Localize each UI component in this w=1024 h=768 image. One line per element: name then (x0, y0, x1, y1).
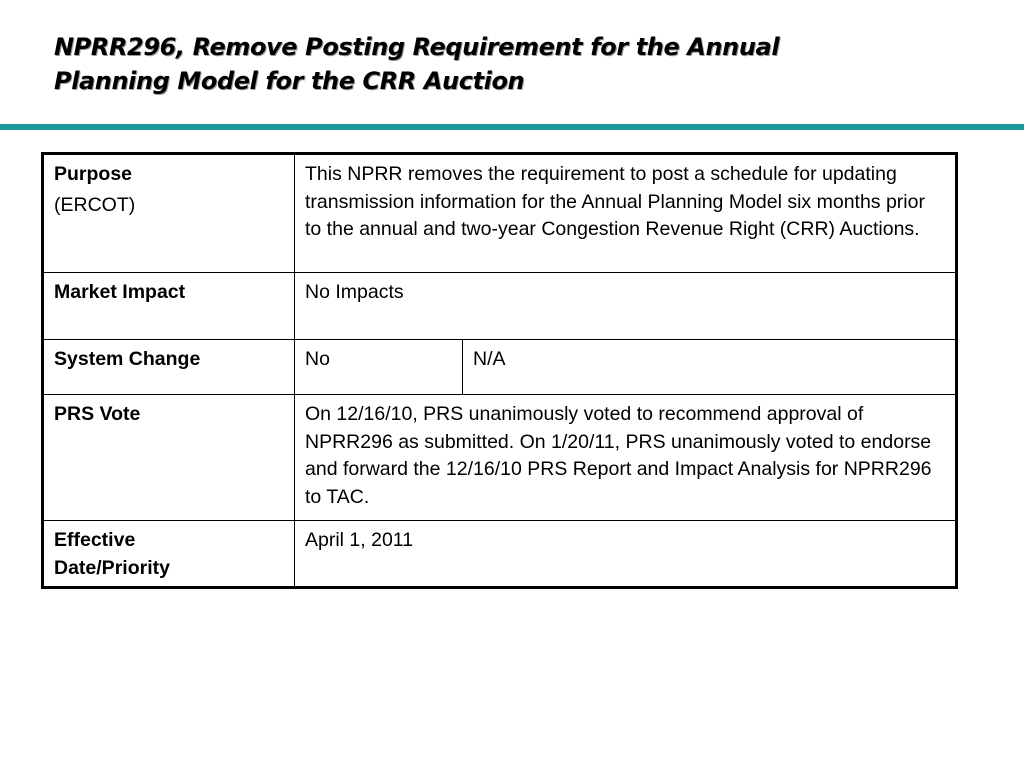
table-row-system-change (43, 340, 957, 395)
purpose-label: Purpose (54, 163, 133, 185)
prs-vote-label-cell (43, 395, 295, 521)
nprr-summary-table (41, 152, 958, 589)
effective-date-label-line-1: Effective (54, 529, 136, 551)
effective-date-label-cell (43, 521, 295, 588)
purpose-label-cell (43, 154, 295, 273)
market-impact-label-cell (43, 273, 295, 340)
system-change-detail: N/A (463, 340, 957, 395)
slide-title (54, 30, 974, 98)
slide-title-line-2: Planning Model for the CRR Auction (54, 67, 525, 95)
purpose-value: This NPRR removes the requirement to post a schedule for updating transmission information for the Annual Planning Model six months prior to the annual and two-year Congestion Revenue Right (CRR) Auctions. (295, 154, 957, 273)
effective-date-label-line-2: Date/Priority (54, 556, 170, 579)
market-impact-value: No Impacts (295, 273, 957, 340)
table-row-effective-date (43, 521, 957, 588)
system-change-label-cell (43, 340, 295, 395)
table-row-prs-vote (43, 395, 957, 521)
prs-vote-value: On 12/16/10, PRS unanimously voted to recommend approval of NPRR296 as submitted. On 1/20/11, PRS unanimously voted to endorse and forward the 12/16/10 PRS Report and Impact Analysis for NPRR296 to TAC. (295, 395, 957, 521)
slide-title-line-1: NPRR296, Remove Posting Requirement for the Annual (54, 33, 780, 61)
system-change-value: No (295, 340, 463, 395)
purpose-sublabel: (ERCOT) (54, 193, 136, 216)
market-impact-label: Market Impact (54, 281, 186, 303)
title-divider-rule (0, 124, 1024, 130)
prs-vote-label: PRS Vote (54, 403, 141, 425)
table-row-market-impact (43, 273, 957, 340)
effective-date-value: April 1, 2011 (295, 521, 957, 588)
system-change-label: System Change (54, 348, 201, 370)
table-row-purpose (43, 154, 957, 273)
